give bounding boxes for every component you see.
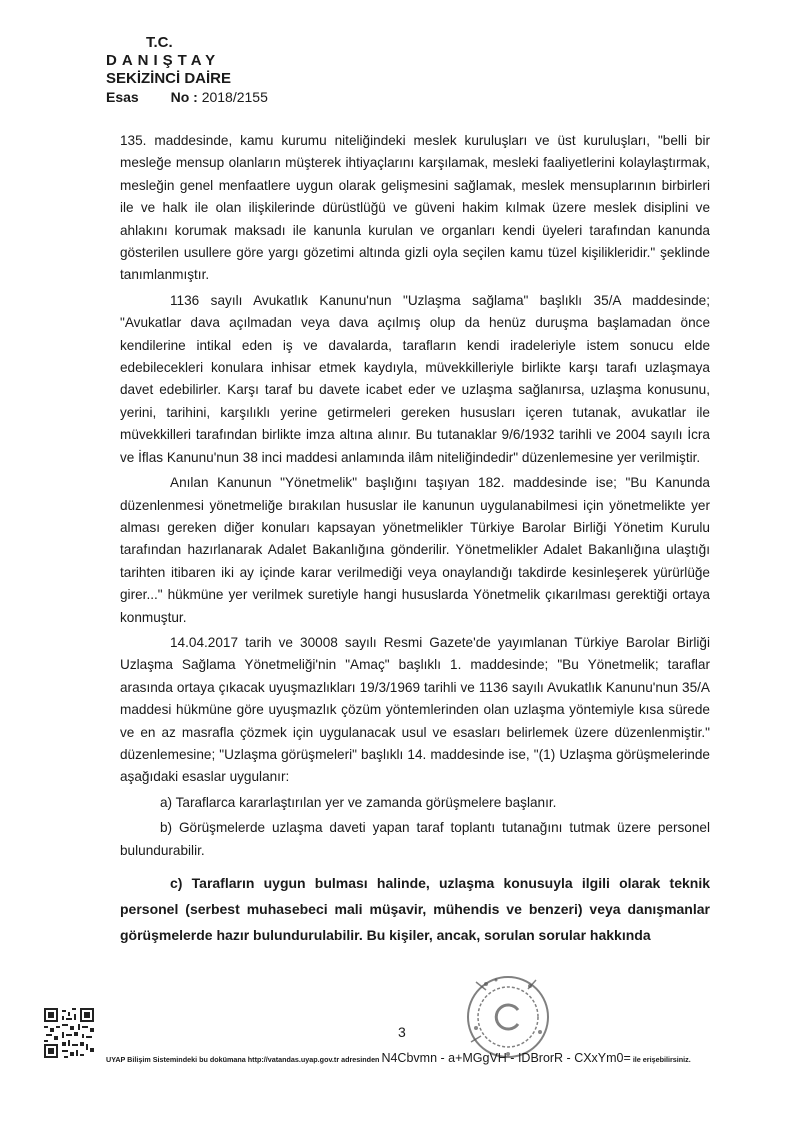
verification-code: N4Cbvmn - a+MGgVH - IDBrorR - CXxYm0= [381,1051,631,1065]
paragraph: 135. maddesinde, kamu kurumu niteliğindeki meslek kuruluşları ve üst kuruluşları, "belli bir mesleğe mensup olanların müşterek ihtiyaçlarını karşılamak, mesleki faaliyetlerini kolaylaştırmak, mesleğin genel menfaatlere uygun olarak gelişmesini sağlamak, meslek mensuplarının birbirleri ile ve halk ile olan ilişkilerinde dürüstlüğü ve güveni hakim kılmak üzere meslek disiplini ve ahlakını korumak maksadı ile kanunla kurulan ve organları kendi üyeleri tarafından kanunda gösterilen usullere göre yargı gözetimi altında gizli oyla seçilen kamu tüzel kişilikleridir." şeklinde tanımlanmıştır. [120,133,710,283]
list-item: b) Görüşmelerde uzlaşma daveti yapan taraf toplantı tutanağını tutmak üzere personel bulundurabilir. [120,820,710,858]
page-number: 3 [398,1024,406,1040]
paragraph: Anılan Kanunun "Yönetmelik" başlığını taşıyan 182. maddesinde ise; "Bu Kanunda düzenlenmesi yönetmeliğe bırakılan hususlar ile kanunun uygulanabilmesi için yönetmelikte yer alması gereken diğer konuları kapsayan yönetmelikler Türkiye Barolar Birliği Yönetim Kurulu tarafından hazırlanarak Adalet Bakanlığına gönderilir. Yönetmelikler Adalet Bakanlığına ulaştığı tarihten itibaren iki ay içinde karar verilmediği veya onaylandığı takdirde kesinleşerek yürürlüğe girer..." hükmüne yer verilmek suretiyle hangi hususlarda Yönetmelik çıkarılması gerektiği ortaya konmuştur. [120,475,710,625]
list-item: a) Taraflarca kararlaştırılan yer ve zamanda görüşmelere başlanır. [160,794,557,810]
chamber-name: SEKİZİNCİ DAİRE [106,70,232,87]
esas-label: Esas [106,89,139,105]
qr-code-icon [44,1008,94,1058]
document-header [106,34,268,106]
document-body [120,130,710,951]
case-number-line [106,88,268,106]
paragraph: 1136 sayılı Avukatlık Kanunu'nun "Uzlaşma sağlama" başlıklı 35/A maddesinde; "Avukatlar dava açılmadan veya dava açılmış olup da henüz duruşma başlamadan önce kendilerine intikal eden iş ve davalarda, tarafların kendi iradeleriyle istem sonucu elde edebilecekleri konulara inhisar etmek kaydıyla, müvekkilleriyle birlikte karşı tarafı uzlaşmaya davet edebilirler. Karşı taraf bu davete icabet eder ve uzlaşma sağlanırsa, uzlaşma konusunu, yerini, tarihini, karşılıklı yerine getirmeleri gereken hususları içeren tutanak, avukatlar ile müvekkilleri tarafından birlikte imza altına alınır. Bu tutanaklar 9/6/1932 tarihli ve 2004 sayılı İcra ve İflas Kanunu'nun 38 inci maddesi anlamında ilâm niteliğindedir" düzenlemesine yer verilmiştir. [120,292,710,465]
no-label: No : [170,89,198,105]
country-label: T.C. [146,34,173,51]
case-number: 2018/2155 [201,89,268,105]
footer-suffix: ile erişebilirsiniz. [632,1055,691,1064]
bold-paragraph: c) Tarafların uygun bulması halinde, uzlaşma konusuyla ilgili olarak teknik personel (serbest muhasebeci mali müşavir, mühendis ve benzeri) veya danışmanlar görüşmelerde hazır bulundurulabilir. Bu kişiler, ancak, sorulan sorular hakkında [120,875,710,943]
court-name: DANIŞTAY [106,52,221,69]
footer-text: UYAP Bilişim Sistemindeki bu dokümana http://vatandas.uyap.gov.tr adresinden [106,1055,380,1064]
document-footer [106,1051,786,1065]
paragraph: 14.04.2017 tarih ve 30008 sayılı Resmi Gazete'de yayımlanan Türkiye Barolar Birliği Uzlaşma Sağlama Yönetmeliği'nin "Amaç" başlıklı 1. maddesinde; "Bu Yönetmelik; taraflar arasında ortaya çıkacak uyuşmazlıkları 19/3/1969 tarihli ve 1136 sayılı Avukatlık Kanunu'nun 35/A maddesi hükmüne göre uyuşmazlık çözüm yöntemlerinden olan uzlaşma yöntemiyle kısa sürede ve en az masrafla çözmek için uygulanacak usul ve esasları belirlemek üzere düzenlenmiştir." düzenlemesine; "Uzlaşma görüşmeleri" başlıklı 14. maddesinde ise, "(1) Uzlaşma görüşmelerinde aşağıdaki esaslar uygulanır: [120,634,710,785]
